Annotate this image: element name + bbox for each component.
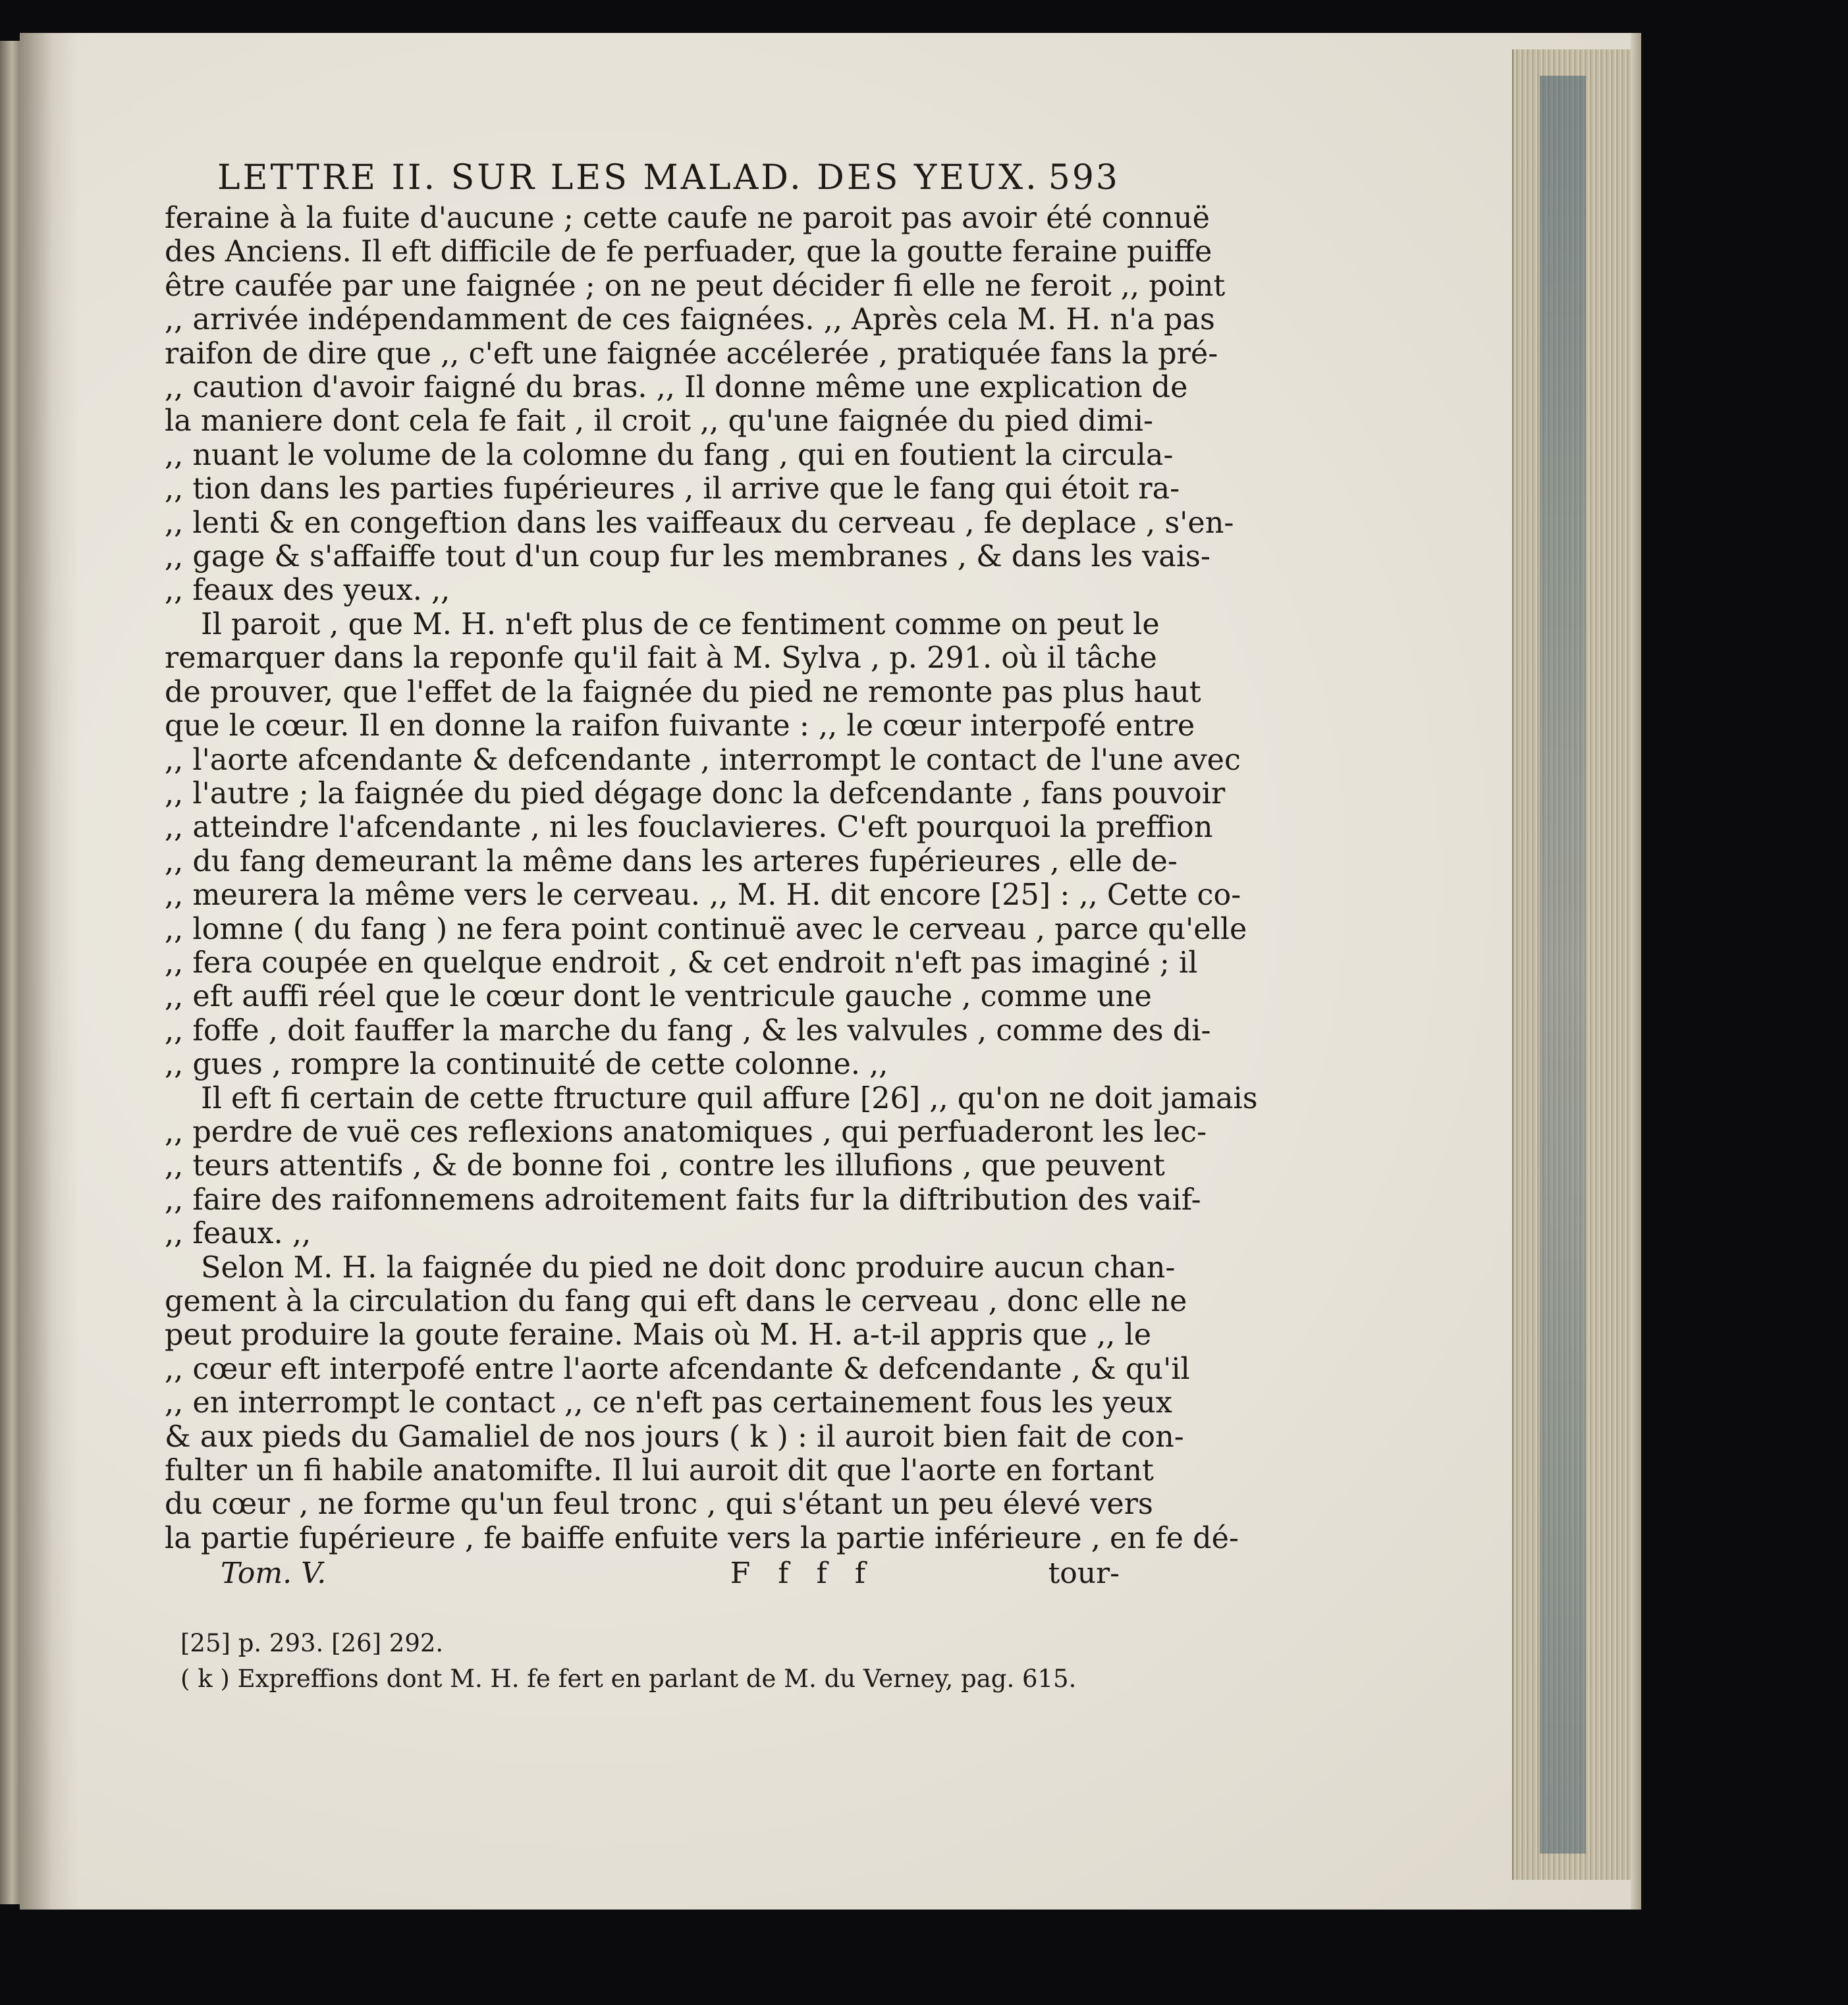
text-line: Il eft fi certain de cette ftructure quil affure [26] ,, qu'on ne doit jamais: [201, 1081, 1258, 1115]
text-line: ,, gues , rompre la continuité de cette colonne. ,,: [165, 1048, 888, 1082]
footnote: [25] p. 293. [26] 292.: [180, 1629, 444, 1658]
text-line: ,, fera coupée en quelque endroit , & cet endroit n'eft pas imaginé ; il: [165, 946, 1198, 980]
text-line: gement à la circulation du fang qui eft dans le cerveau , donc elle ne: [165, 1285, 1187, 1318]
text-line: ,, teurs attentifs , & de bonne foi , contre les illufions , que peuvent: [165, 1149, 1165, 1183]
signature-line: [165, 1557, 1120, 1590]
running-head-title: LETTRE II. SUR LES MALAD. DES YEUX.: [217, 158, 1039, 198]
text-line: ,, nuant le volume de la colomne du fang , qui en foutient la circula-: [165, 438, 1174, 472]
text-line: peut produire la goute feraine. Mais où M. H. a-t-il appris que ,, le: [165, 1318, 1152, 1352]
text-line: fulter un fi habile anatomifte. Il lui auroit dit que l'aorte en fortant: [165, 1454, 1154, 1488]
page-number: 593: [1048, 158, 1120, 198]
text-line: être caufée par une faignée ; on ne peut décider fi elle ne feroit ,, point: [165, 269, 1226, 303]
text-line: que le cœur. Il en donne la raifon fuivante : ,, le cœur interpofé entre: [165, 709, 1195, 743]
text-line: ,, eft auffi réel que le cœur dont le ventricule gauche , comme une: [165, 980, 1152, 1014]
text-line: raifon de dire que ,, c'eft une faignée accélerée , pratiquée fans la pré-: [165, 336, 1218, 371]
text-line: ,, l'autre ; la faignée du pied dégage donc la defcendante , fans pouvoir: [165, 776, 1226, 811]
text-line: de prouver, que l'effet de la faignée du pied ne remonte pas plus haut: [165, 675, 1201, 709]
text-line: ,, l'aorte afcendante & defcendante , interrompt le contact de l'une avec: [165, 743, 1241, 777]
text-line: ,, meurera la même vers le cerveau. ,, M. H. dit encore [25] : ,, Cette co-: [165, 878, 1241, 913]
text-line: ,, feaux. ,,: [165, 1217, 312, 1251]
text-line: ,, lomne ( du fang ) ne fera point continuë avec le cerveau , parce qu'elle: [165, 912, 1247, 946]
footnotes: [180, 1626, 1120, 1697]
left-page-edge: [0, 41, 20, 1904]
page-fore-edge: [1512, 49, 1634, 1880]
text-line: ,, foffe , doit fauffer la marche du fang , & les valvules , comme des di-: [165, 1013, 1211, 1048]
text-line: la partie fupérieure , fe baiffe enfuite vers la partie inférieure , en fe dé-: [165, 1521, 1239, 1555]
text-line: remarquer dans la reponfe qu'il fait à M. Sylva , p. 291. où il tâche: [165, 641, 1157, 676]
edge-tint: [1540, 76, 1586, 1854]
text-line: Selon M. H. la faignée du pied ne doit donc produire aucun chan-: [201, 1250, 1176, 1285]
body-text: [165, 201, 1258, 1555]
text-line: ,, du fang demeurant la même dans les arteres fupérieures , elle de-: [165, 844, 1178, 878]
text-line: ,, tion dans les parties fupérieures , il arrive que le fang qui étoit ra-: [165, 472, 1180, 506]
running-head: [217, 158, 1120, 198]
volume-mark: Tom. V.: [221, 1557, 327, 1591]
text-line: ,, atteindre l'afcendante , ni les fouclavieres. C'eft pourquoi la preffion: [165, 811, 1213, 845]
text-line: du cœur , ne forme qu'un feul tronc , qui s'étant un peu élevé vers: [165, 1487, 1153, 1522]
text-line: ,, perdre de vuë ces reflexions anatomiques , qui perfuaderont les lec-: [165, 1115, 1207, 1149]
text-line: Il paroit , que M. H. n'eft plus de ce fentiment comme on peut le: [201, 607, 1160, 641]
text-line: ,, arrivée indépendamment de ces faignées. ,, Après cela M. H. n'a pas: [165, 303, 1215, 337]
signature-mark: F f f f: [730, 1557, 875, 1591]
text-line: ,, lenti & en congeftion dans les vaiffeaux du cerveau , fe deplace , s'en-: [165, 506, 1234, 540]
text-block: [165, 158, 1258, 1697]
text-line: feraine à la fuite d'aucune ; cette caufe ne paroit pas avoir été connuë: [165, 201, 1210, 235]
text-line: ,, en interrompt le contact ,, ce n'eft pas certainement fous les yeux: [165, 1386, 1172, 1420]
text-line: ,, caution d'avoir faigné du bras. ,, Il donne même une explication de: [165, 371, 1188, 405]
footnote: ( k ) Expreffions dont M. H. fe fert en parlant de M. du Verney, pag. 615.: [180, 1665, 1077, 1694]
binding-edge: [1631, 33, 1641, 1910]
text-line: ,, feaux des yeux. ,,: [165, 574, 450, 608]
text-line: & aux pieds du Gamaliel de nos jours ( k ) : il auroit bien fait de con-: [165, 1420, 1184, 1454]
text-line: ,, faire des raifonnemens adroitement faits fur la diftribution des vaif-: [165, 1183, 1201, 1217]
text-line: ,, gage & s'affaiffe tout d'un coup fur les membranes , & dans les vais-: [165, 540, 1210, 574]
gutter-shadow: [20, 33, 79, 1910]
text-line: des Anciens. Il eft difficile de fe perfuader, que la goutte feraine puiffe: [165, 235, 1212, 269]
text-line: ,, cœur eft interpofé entre l'aorte afcendante & defcendante , & qu'il: [165, 1352, 1190, 1386]
catchword: tour-: [1048, 1557, 1120, 1591]
text-line: la maniere dont cela fe fait , il croit ,, qu'une faignée du pied dimi-: [165, 404, 1154, 439]
